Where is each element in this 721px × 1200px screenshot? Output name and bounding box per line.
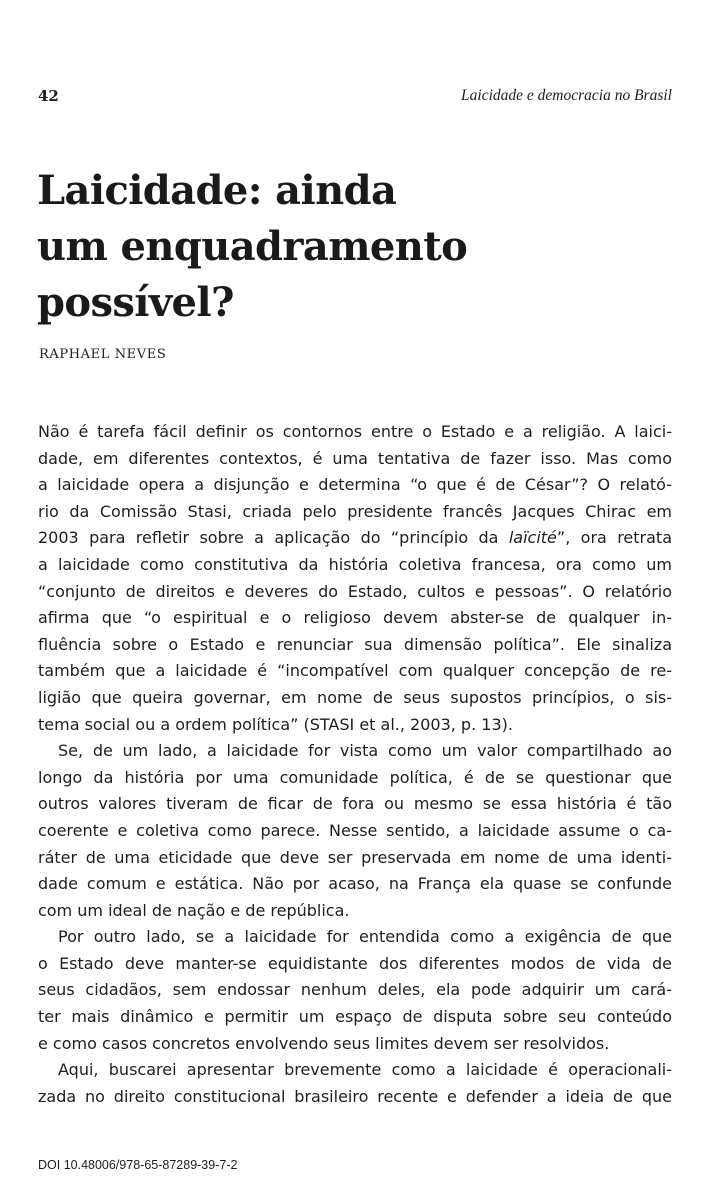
text-line: também que a laicidade é “incompatível com qualquer concepção de re- <box>38 661 672 681</box>
text-line: longo da história por uma comunidade política, é de se questionar que <box>38 767 672 787</box>
text-line: rio da Comissão Stasi, criada pelo presidente francês Jacques Chirac em <box>38 501 672 521</box>
paragraph-3 <box>38 924 672 1057</box>
paragraph-2 <box>38 738 672 924</box>
article-title <box>37 163 677 331</box>
text-line: outros valores tiveram de ficar de fora ou mesmo se essa história é tão <box>38 794 672 814</box>
text-line: com um ideal de nação e de república. <box>38 900 350 920</box>
text-line: coerente e coletiva como parece. Nesse sentido, a laicidade assume o ca- <box>38 820 672 840</box>
text-line <box>38 525 672 552</box>
paragraph-4 <box>38 1057 672 1110</box>
text-line: Aqui, buscarei apresentar brevemente como a laicidade é operacionali- <box>58 1060 672 1080</box>
text-line: afirma que “o espiritual e o religioso devem abster-se de qualquer in- <box>38 608 672 628</box>
text-line: Se, de um lado, a laicidade for vista como um valor compartilhado ao <box>58 741 672 761</box>
text-line: Não é tarefa fácil definir os contornos entre o Estado e a religião. A laici- <box>38 422 672 441</box>
text-line: a laicidade opera a disjunção e determina “o que é de César”? O relató- <box>38 475 672 495</box>
text-line: e como casos concretos envolvendo seus limites devem ser resolvidos. <box>38 1033 610 1053</box>
text-line: “conjunto de direitos e deveres do Estado, cultos e pessoas”. O relatório <box>38 581 672 601</box>
title-line: Laicidade: ainda <box>37 167 397 214</box>
text-line: seus cidadãos, sem endossar nenhum deles, ela pode adquirir um cará- <box>38 980 672 1000</box>
text-segment: ”, ora retrata <box>556 528 672 548</box>
text-line: o Estado deve manter-se equidistante dos diferentes modos de vida de <box>38 953 672 973</box>
paragraph-1 <box>38 419 672 738</box>
text-line: ligião que queira governar, em nome de seus supostos princípios, o sis- <box>38 687 672 707</box>
text-line: dade, em diferentes contextos, é uma tentativa de fazer isso. Mas como <box>38 448 672 468</box>
text-line: Por outro lado, se a laicidade for entendida como a exigência de que <box>58 927 672 947</box>
running-header <box>38 86 672 106</box>
running-title: Laicidade e democracia no Brasil <box>461 87 672 104</box>
doi-footer: DOI 10.48006/978-65-87289-39-7-2 <box>38 1158 238 1172</box>
text-line: a laicidade como constitutiva da história coletiva francesa, ora como um <box>38 554 672 574</box>
text-line: ráter de uma eticidade que deve ser preservada em nome de uma identi- <box>38 847 672 867</box>
text-line: tema social ou a ordem política” (STASI et al., 2003, p. 13). <box>38 714 513 734</box>
text-line: zada no direito constitucional brasileiro recente e defender a ideia de que <box>38 1086 672 1106</box>
page-number: 42 <box>38 87 59 105</box>
title-line: possível? <box>37 279 234 326</box>
text-line: ter mais dinâmico e permitir um espaço de disputa sobre seu conteúdo <box>38 1007 672 1027</box>
text-segment: 2003 para refletir sobre a aplicação do “princípio da <box>38 528 509 548</box>
article-body <box>38 419 672 1110</box>
italic-term: laïcité <box>508 528 557 548</box>
title-line: um enquadramento <box>37 223 468 270</box>
text-line: fluência sobre o Estado e renunciar sua dimensão política”. Ele sinaliza <box>38 634 672 654</box>
author-name: RAPHAEL NEVES <box>39 347 167 362</box>
text-line: dade comum e estática. Não por acaso, na França ela quase se confunde <box>38 874 672 894</box>
